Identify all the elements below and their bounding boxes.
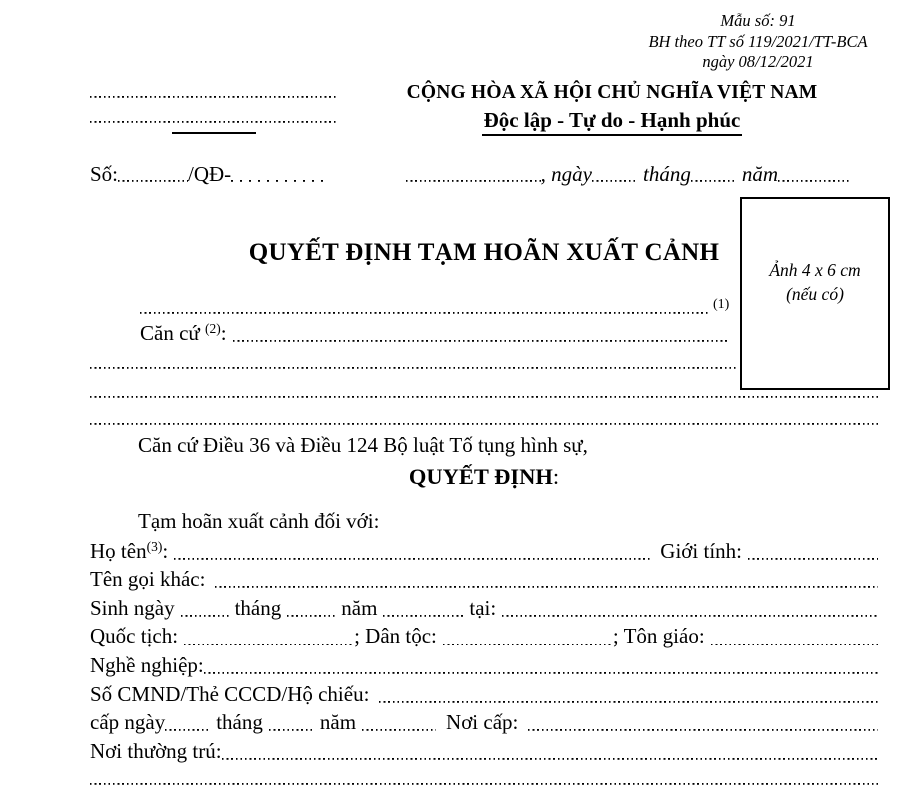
form-circular-reference: BH theo TT số 119/2021/TT-BCA [648,31,868,51]
nationality-row [90,622,878,651]
nationality-fill[interactable] [184,643,354,645]
date-nam-label: năm [741,161,778,186]
birth-place-fill[interactable] [502,615,878,617]
decision-heading: QUYẾT ĐỊNH: [408,464,560,490]
issue-month-label: tháng [216,710,263,735]
can-cu-label: Căn cứ $^{(2)}$: [140,321,227,346]
legal-basis-text: Căn cứ Điều 36 và Điều 124 Bộ luật Tố tụng hình sự, [138,433,588,458]
id-number-label: Số CMND/Thẻ CCCD/Hộ chiếu: [90,681,370,706]
religion-fill[interactable] [711,643,878,645]
issue-place-label: Nơi cấp: [446,710,519,735]
place-date-group [406,162,850,187]
alias-row [90,565,878,594]
photo-placeholder-box [740,197,890,390]
footnote-2-marker: (2) [205,321,221,337]
doc-number-suffix: /QĐ- [188,161,232,186]
ethnicity-fill[interactable] [443,643,613,645]
birth-month-label: tháng [234,595,282,620]
residence-fill[interactable] [222,758,878,760]
birth-year-fill[interactable] [383,615,463,617]
occupation-fill[interactable] [204,672,878,674]
photo-box-line2: (nếu có) [786,283,844,304]
document-header [90,81,878,136]
id-number-row [90,679,878,708]
date-month-fill[interactable] [691,180,736,182]
form-meta-block [638,0,878,73]
religion-label: ; Tôn giáo: [612,624,705,649]
footnote-1-marker: (1) [713,296,730,312]
ethnicity-label: ; Dân tộc: [354,624,437,649]
alias-label: Tên gọi khác: [90,567,206,592]
issue-day-fill[interactable] [165,729,210,731]
agency-underline [172,132,256,134]
issue-year-fill[interactable] [362,729,436,731]
date-ngay-label: , ngày [540,161,592,186]
residence-label: Nơi thường trú: [90,738,222,763]
subject-intro-text: Tạm hoãn xuất cảnh đối với: [138,509,380,534]
full-name-label: Họ tên$^{(3)}$: [90,538,169,563]
form-number-label: Mẫu số: 91 [720,11,796,30]
birth-day-fill[interactable] [181,615,229,617]
number-date-row [90,162,850,187]
birth-row [90,593,878,622]
agency-unit-fill[interactable] [90,121,338,123]
date-day-fill[interactable] [592,180,637,182]
document-title: QUYẾT ĐỊNH TẠM HOÃN XUẤT CẢNH [248,238,720,266]
residence-continuation-fill[interactable] [90,783,878,785]
national-title: CỘNG HÒA XÃ HỘI CHỦ NGHĨA VIỆT NAM [406,81,818,103]
legal-ground-fill[interactable] [233,340,730,342]
issue-year-label: năm [319,710,357,735]
issuer-fill[interactable] [140,312,710,314]
national-motto: Độc lập - Tự do - Hạnh phúc [482,107,743,136]
national-header-block [338,81,878,136]
gender-fill[interactable] [748,558,878,560]
occupation-row [90,650,878,679]
nationality-label: Quốc tịch: [90,624,179,649]
form-circular-date: ngày 08/12/2021 [702,52,814,71]
occupation-label: Nghề nghiệp: [90,653,204,678]
continuation-fill-2[interactable] [90,396,878,398]
full-name-row [90,536,878,565]
photo-box-line1: Ảnh 4 x 6 cm [769,259,861,280]
id-issue-row [90,708,878,737]
place-fill[interactable] [406,180,541,182]
continuation-fill-3[interactable] [90,423,878,425]
footnote-3-marker: (3) [146,538,163,554]
issuing-agency-block [90,81,338,136]
document-number-group [90,162,326,187]
birth-year-label: năm [341,595,378,620]
birth-day-label: Sinh ngày [90,595,175,620]
date-year-fill[interactable] [778,180,850,182]
continuation-row-3 [90,403,878,430]
doc-number-label: Số: [90,161,119,186]
id-number-fill[interactable] [379,701,878,703]
agency-name-fill[interactable] [90,96,338,98]
continuation-fill-1[interactable] [90,367,738,369]
issue-place-fill[interactable] [528,729,878,731]
doc-number-fill[interactable] [118,180,188,182]
full-name-fill[interactable] [174,558,650,560]
alias-fill[interactable] [215,586,878,588]
birth-place-label: tại: [469,595,497,620]
issue-month-fill[interactable] [269,729,314,731]
issue-day-label: cấp ngày [90,710,166,735]
residence-continuation-row [90,765,878,790]
gender-label: Giới tính: [660,538,742,563]
doc-number-suffix-fill[interactable] [231,180,326,182]
residence-row [90,736,878,765]
birth-month-fill[interactable] [287,615,335,617]
date-thang-label: tháng [642,161,691,186]
